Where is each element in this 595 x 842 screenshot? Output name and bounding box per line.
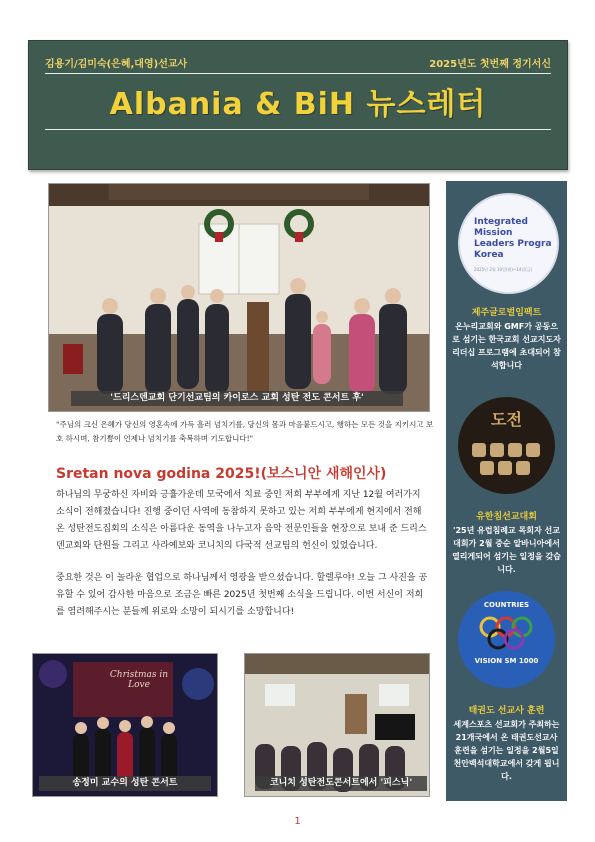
speakers-grid-icon [458,437,555,494]
sidebar-item-2-title: 유한침선교대회 [476,512,537,522]
konjic-concert-illustration [245,654,429,796]
new-year-greeting: Sretan nova godina 2025!(보스니안 새해인사) [56,466,387,482]
conference-image [458,397,555,494]
image-text-line: Korea [474,250,504,260]
newsletter-header [28,40,568,170]
image-date-text: 2025년 2월 10일(월)~14일(금) [474,267,533,272]
events-sidebar [446,181,567,801]
header-divider-top [45,73,551,74]
church-group-illustration [49,184,429,411]
taekwondo-vision-image [458,591,555,688]
concert-photo-left [32,653,218,797]
image-text-line: Integrated [474,217,528,227]
newsletter-title: Albania & BiH 뉴스레터 [109,87,487,122]
missionary-names: 김용기/김미숙(은혜,대영)선교사 [45,59,188,70]
header-divider-bottom [45,129,551,130]
imlp-program-image [458,193,559,294]
sidebar-item-1-text: 온누리교회와 GMF가 공동으로 섬기는 한국교회 선교지도자 리더십 프로그램에 초대되어 참석합니다 [452,322,561,370]
image-text-line: COUNTRIES [483,601,530,609]
issue-label: 2025년도 첫번째 정기서신 [429,59,551,70]
concert-left-caption: 송정미 교수의 성탄 콘서트 [39,776,211,791]
image-text-line: 도전 [491,410,522,429]
main-photo-caption: '드리스덴교회 단기선교팀의 카이로스 교회 성탄 전도 콘서트 후' [71,391,403,406]
olympic-rings-icon [476,613,536,653]
sidebar-item-1-title: 제주글로벌임팩트 [471,308,542,318]
blessing-quote: "주님의 크신 은혜가 당신의 영혼속에 가득 흘러 넘치기를, 당신의 몸과 마음붙드시고, 행하는 모든 것을 지키시고 보호 하시며, 참기쁨이 언제나 넘치기를 축복하며 기도합니다!" [56,420,434,443]
main-group-photo [48,183,430,412]
concert-right-caption: 코니치 성탄전도콘서트에서 '피스닉' [255,776,427,791]
image-text-line: VISION SM 1000 [474,657,539,665]
body-paragraph-1: 하나님의 무궁하신 자비와 긍휼가운데 모국에서 치료 중인 저희 부부에게 지난 12월 여러가지 소식이 전해졌습니다! 진행 중이던 사역에 동참하지 못하고 있는 저희 부부에게 현지에서 전해온 성탄전도집회의 소식은 아름다운 동역을 나누고자 음악 전문인들을 현장으로 보내 준 드리스덴교회와 단원들 그리고 사라예보와 코니치의 다국적 선교팀의 헌신이 있었습니다. [56,490,427,551]
concert-backdrop-text: Christmas in Love [109,670,169,690]
concert-photo-right [244,653,430,797]
page-number: 1 [294,816,301,827]
body-paragraph-2: 중요한 것은 이 놀라운 협업으로 하나님께서 영광을 받으셨습니다. 할렐루야! 오늘 그 사진을 공유할 수 있어 감사한 마음으로 조금은 빠른 2025년 첫번째 소식을 드립니다. 이번 서신이 저희를 염려해주시는 분들께 위로와 소망이 되시기를 소망합니다! [56,573,428,617]
sidebar-item-3-text: 세계스포츠 선교회가 주최하는 21개국에서 온 태권도선교사 훈련을 섬기는 일정을 2월5일 천안백석대학교에서 갖게 됩니다. [453,720,560,781]
image-text-line: Mission [474,228,513,238]
image-text-line: Leaders Progra [474,239,552,249]
sidebar-item-2-text: '25년 유럽침례교 목회자 선교대회가 2월 중순 알바니아에서 열리게되어 섬기는 일정을 갖습니다. [452,526,561,574]
sidebar-item-3-title: 태권도 선교사 훈련 [468,706,545,716]
